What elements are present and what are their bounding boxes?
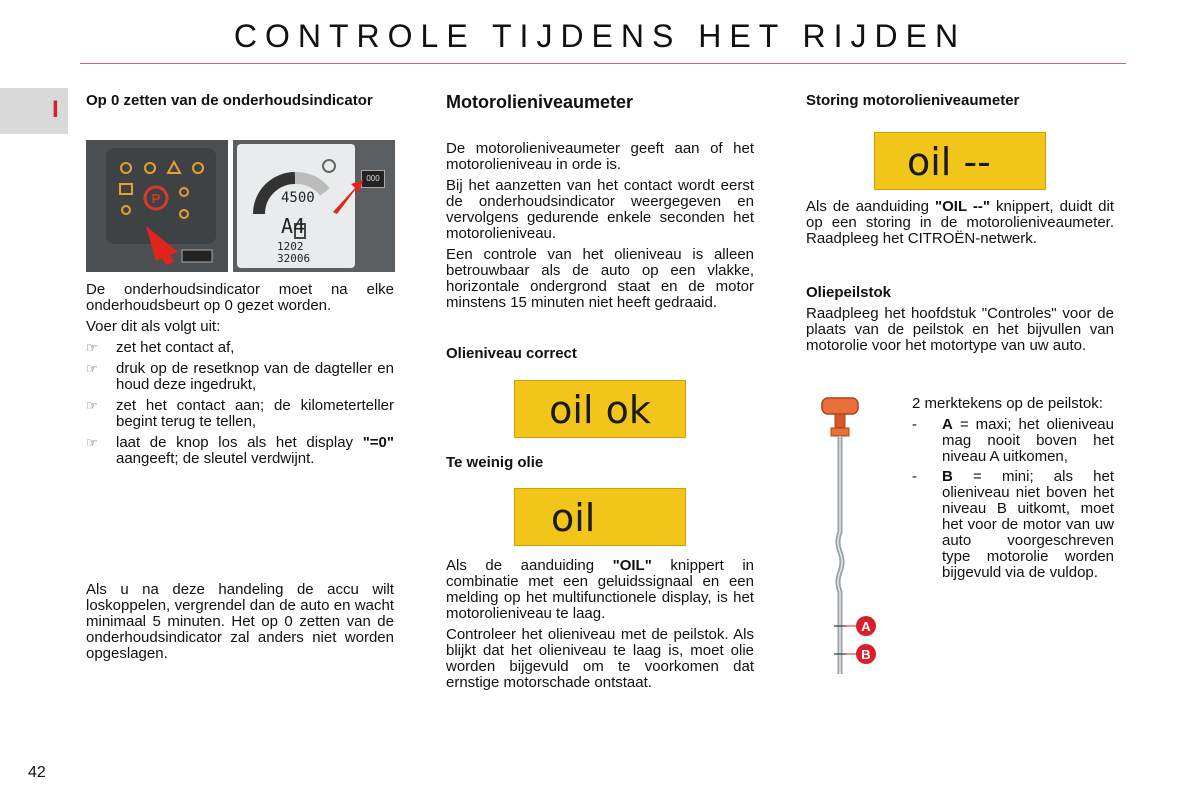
arrow-icon bbox=[329, 178, 369, 218]
svg-text:P: P bbox=[151, 191, 161, 206]
marker-b-label: B bbox=[861, 647, 871, 662]
marker-a-label: A bbox=[861, 619, 871, 634]
odometer-readout: 32006 bbox=[277, 252, 311, 265]
bullet-item: ☞ zet het contact af, bbox=[86, 339, 235, 356]
gauge-para-3: Een controle van het olieniveau is alleen betrouwbaar als de auto op een vlakke, horizontale ondergrond staat en de motor minstens 15 minuten niet heeft gedraaid. bbox=[446, 246, 754, 311]
gauge-para-2: Bij het aanzetten van het contact wordt eerst de onderhoudsindicator weergegeven en vervolgens gedurende enkele seconden het motorolieniveau. bbox=[446, 177, 754, 242]
mark-b-item: - B = mini; als het olieniveau niet boven het niveau B uitkomt, moet het voor de motor van uw auto voorgeschreven type motorolie worden bijgevuld via de vuldop. bbox=[912, 468, 1114, 581]
oil-low-display: oil bbox=[514, 488, 686, 546]
fault-heading: Storing motorolieniveaumeter bbox=[806, 92, 1020, 109]
dipstick-illustration bbox=[810, 392, 890, 682]
pointing-hand-icon: ☞ bbox=[86, 361, 98, 376]
mark-a-item: - A = maxi; het olieniveau mag nooit boven het niveau A uitkomen, bbox=[912, 416, 1114, 465]
reset-para-3: Als u na deze handeling de accu wilt loskoppelen, vergrendel dan de auto en wacht minimaal 5 minuten. Het op 0 zetten van de onderhoudsindicator zal anders niet worden opgeslagen. bbox=[86, 581, 394, 662]
reset-button: 000 bbox=[361, 170, 385, 188]
oil-correct-heading: Olieniveau correct bbox=[446, 345, 577, 362]
trip-readout: 1202 bbox=[277, 240, 304, 253]
instrument-cluster-photo bbox=[233, 140, 395, 272]
chapter-tab bbox=[0, 88, 68, 134]
pointing-hand-icon: ☞ bbox=[86, 435, 98, 450]
dashboard-photo-left bbox=[86, 140, 228, 272]
middle-text bbox=[446, 141, 754, 311]
fault-para: Als de aanduiding "OIL --" knippert, duidt dit op een storing in de motorolieniveaumeter. Raadpleeg het CITROËN-netwerk. bbox=[806, 198, 1114, 247]
indicator-icon bbox=[323, 160, 335, 172]
gauge-para-1: De motorolieniveaumeter geeft aan of het motorolieniveau in orde is. bbox=[446, 140, 754, 173]
low-oil-heading: Te weinig olie bbox=[446, 454, 544, 471]
dipstick-heading: Oliepeilstok bbox=[806, 284, 892, 301]
oil-gauge-heading: Motorolieniveaumeter bbox=[446, 92, 634, 112]
warning-lights-panel bbox=[86, 140, 228, 272]
middle-text-2 bbox=[446, 558, 754, 691]
bullet-item: ☞ zet het contact aan; de kilometerteller begint terug te tellen, bbox=[86, 397, 394, 430]
left-text bbox=[86, 282, 394, 472]
oil-fault-display: oil -- bbox=[874, 132, 1046, 190]
gear-readout: A4 bbox=[281, 214, 306, 238]
bullet-item: ☞ druk op de resetknop van de dagteller en houd deze ingedrukt, bbox=[86, 360, 394, 393]
dipstick-marks-text bbox=[912, 396, 1114, 585]
oil-ok-display: oil ok bbox=[514, 380, 686, 438]
header-rule bbox=[80, 63, 1126, 64]
page-number: 42 bbox=[28, 764, 46, 781]
reset-heading: Op 0 zetten van de onderhoudsindicator bbox=[86, 92, 373, 109]
gauge-para-4: Als de aanduiding "OIL" knippert in combinatie met een geluidssignaal en een melding op het multifunctionele display, is het motorolieniveau te laag. bbox=[446, 557, 755, 622]
reset-para-1: De onderhoudsindicator moet na elke onderhoudsbeurt op 0 gezet worden. bbox=[86, 281, 394, 314]
marks-intro: 2 merktekens op de peilstok: bbox=[912, 395, 1103, 412]
rpm-readout: 4500 bbox=[281, 190, 315, 206]
bullet-item: ☞ laat de knop los als het display "=0" aangeeft; de sleutel verdwijnt. bbox=[86, 434, 395, 467]
page-title: CONTROLE TIJDENS HET RIJDEN bbox=[233, 18, 967, 54]
pointing-hand-icon: ☞ bbox=[86, 398, 98, 413]
pointing-hand-icon: ☞ bbox=[86, 340, 98, 355]
reset-para-2: Voer dit als volgt uit: bbox=[86, 318, 221, 335]
dipstick-para: Raadpleeg het hoofdstuk "Controles" voor de plaats van de peilstok en het bijvullen van motorolie voor het motortype van uw auto. bbox=[806, 305, 1114, 354]
chapter-tab-label: I bbox=[52, 96, 59, 123]
gauge-para-5: Controleer het olieniveau met de peilstok. Als blijkt dat het olieniveau te laag is, moet olie worden bijgevuld om te voorkomen dat ernstige motorschade ontstaat. bbox=[446, 626, 754, 691]
